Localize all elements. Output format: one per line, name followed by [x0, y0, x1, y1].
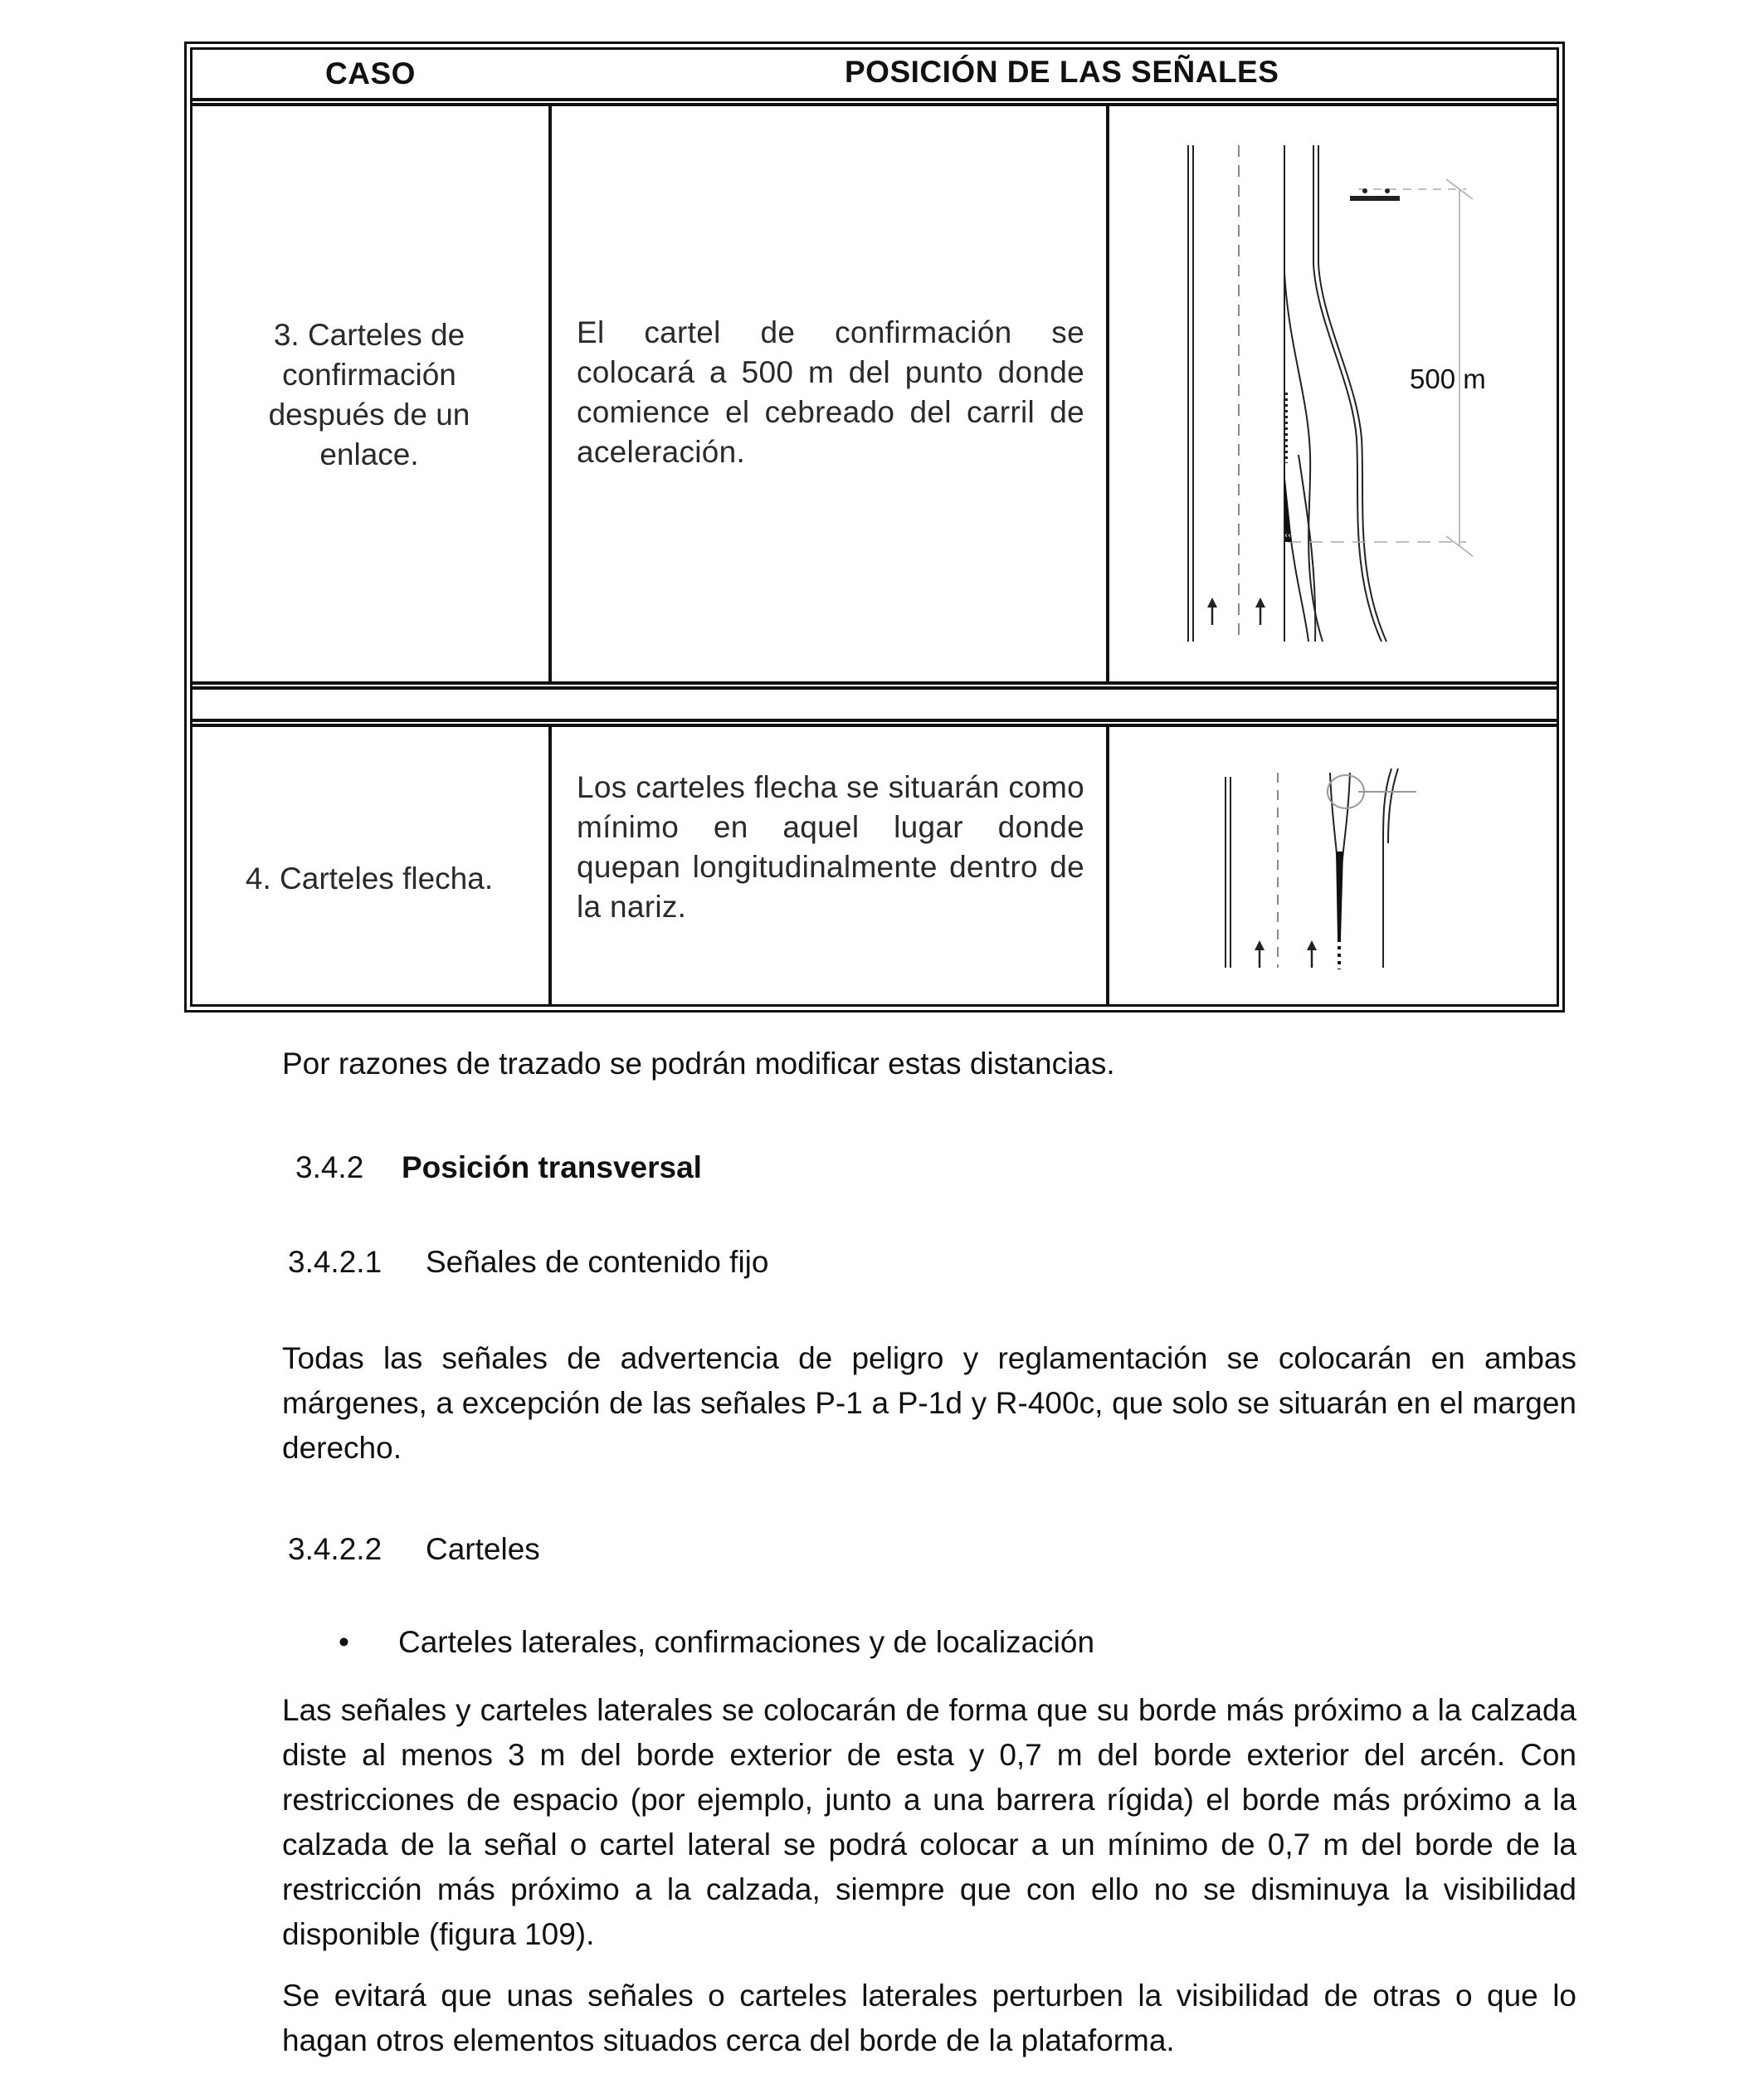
sign-post-right — [1385, 188, 1390, 193]
case-4-label — [199, 859, 539, 899]
section-3421-title: Señales de contenido fijo — [426, 1245, 769, 1279]
case-3-line-2: confirmación — [282, 358, 456, 392]
case-3-description: El cartel de confirmación se colocará a 500 m del punto donde comience el cebreado del carril de aceleración. — [577, 315, 1084, 469]
section-3422-title: Carteles — [426, 1532, 540, 1566]
case-3-label — [199, 315, 539, 475]
section-3421-number: 3.4.2.1 — [288, 1245, 383, 1279]
paragraph-fixed-signs: Todas las señales de advertencia de peligro y reglamentación se colocarán en ambas márgenes, a excepción de las señales P-1 a P-1d y R-400c, que solo se situarán en el margen derecho. — [282, 1341, 1576, 1465]
lane-arrow-1 — [1207, 598, 1217, 625]
section-342-title: Posición transversal — [402, 1150, 702, 1184]
confirmation-sign-mark — [1350, 196, 1400, 201]
paragraph-visibility: Se evitará que unas señales o carteles laterales perturben la visibilidad de otras o que lo hagan otros elementos situados cerca del borde de la plataforma. — [282, 1979, 1576, 2057]
note-paragraph: Por razones de trazado se podrán modificar estas distancias. — [282, 1047, 1115, 1081]
ramp-line-3 — [1318, 145, 1386, 642]
arrow-sign-diagram — [1109, 727, 1556, 1004]
case-3-line-3: después de un — [268, 398, 470, 432]
header-divider — [190, 98, 1559, 101]
arrow-gore-fill — [1336, 852, 1343, 939]
paragraph-lateral-signs: Las señales y carteles laterales se colocarán de forma que su borde más próximo a la calzada diste al menos 3 m del borde exterior de esta y 0,7 m del borde exterior del arcén. Con restricciones de espacio (por ejemplo, junto a una barrera rígida) el borde más próximo a la calzada de la señal o cartel lateral se podrá colocar a un mínimo de 0,7 m del borde de la restricción más próximo a la calzada, siempre que con ello no se disminuya la visibilidad disponible (figura 109). — [282, 1693, 1576, 1951]
ramp-line-1 — [1284, 145, 1323, 642]
ramp-curve — [1383, 769, 1391, 968]
lane-arrow-2 — [1255, 598, 1265, 625]
row3-bottom-divider — [190, 681, 1559, 685]
case-3-line-1: 3. Carteles de — [273, 318, 465, 352]
ramp-line-2 — [1313, 145, 1381, 642]
header-posicion: POSICIÓN DE LAS SEÑALES — [845, 55, 1279, 89]
lane-arrow-b — [1307, 940, 1317, 968]
distance-label: 500 m — [1410, 364, 1486, 394]
bullet-symbol: • — [339, 1625, 349, 1659]
section-3422-heading — [288, 1527, 540, 1572]
lane-arrow-a — [1255, 940, 1265, 968]
case-3-line-4: enlace. — [319, 437, 419, 471]
spacer-row-top — [190, 686, 1559, 690]
section-342-heading — [295, 1145, 702, 1190]
column-divider-1b — [548, 724, 552, 1007]
bullet-text: Carteles laterales, confirmaciones y de localización — [398, 1625, 1095, 1659]
section-3422-number: 3.4.2.2 — [288, 1532, 383, 1566]
ramp-curve-outer — [1388, 769, 1398, 843]
case-4-description: Los carteles flecha se situarán como mínimo en aquel lugar donde quepan longitudinalmente dentro de la nariz. — [577, 770, 1084, 924]
header-caso: CASO — [325, 56, 416, 90]
ramp-line-4 — [1299, 455, 1315, 642]
case-4-line-1: 4. Carteles flecha. — [245, 861, 494, 895]
section-3421-heading — [288, 1240, 768, 1285]
column-divider-1 — [548, 103, 552, 685]
bullet-item — [339, 1625, 1094, 1660]
confirmation-sign-diagram — [1109, 106, 1556, 681]
spacer-row-bottom — [190, 719, 1559, 722]
section-342-number: 3.4.2 — [295, 1150, 364, 1184]
chevron-marks: ‹‹‹ — [1281, 531, 1291, 540]
sign-post-left — [1362, 188, 1367, 193]
